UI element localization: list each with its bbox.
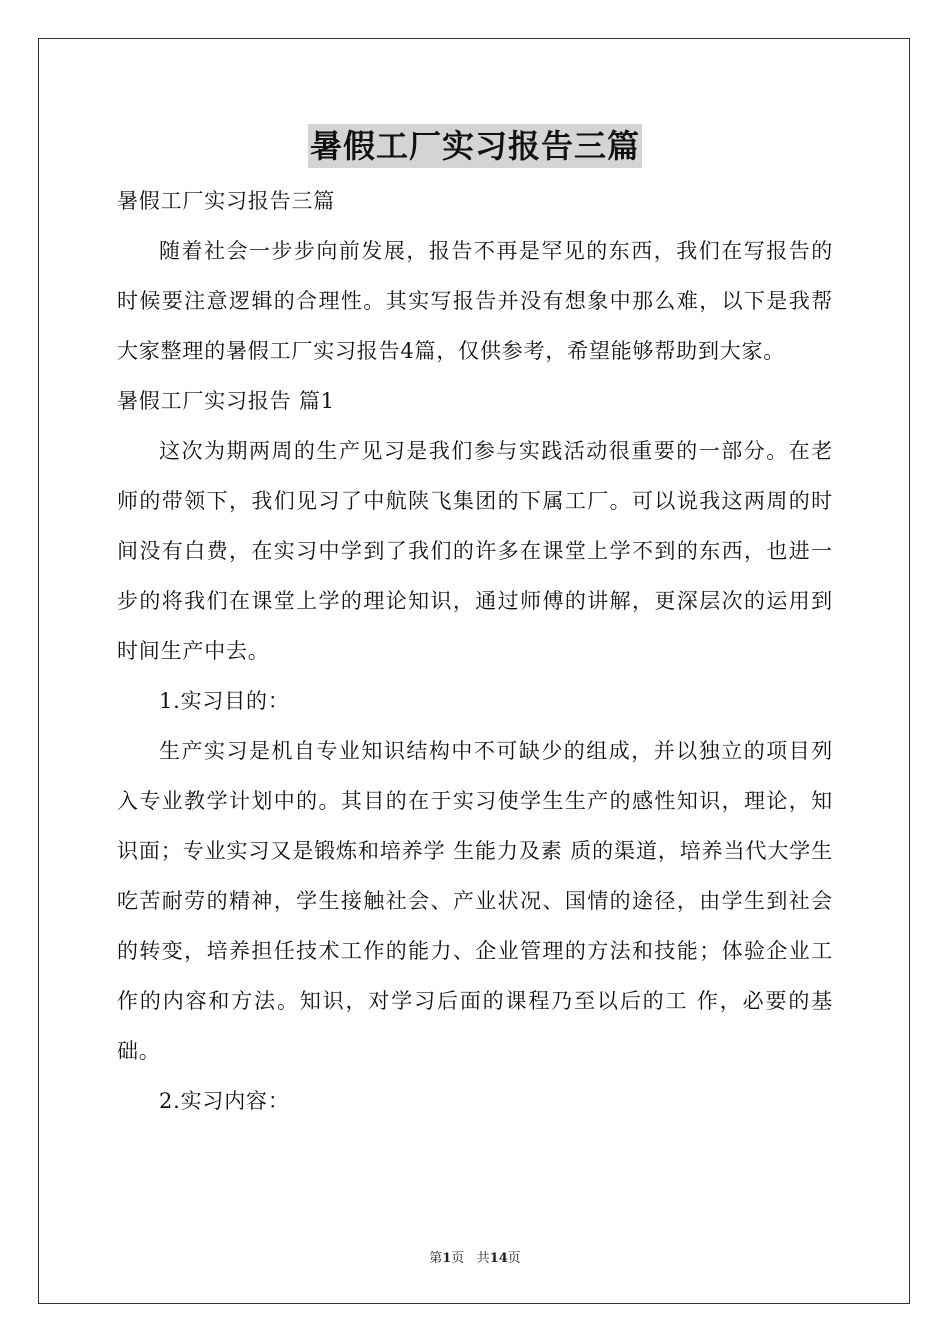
total-unit: 页 xyxy=(507,1251,521,1266)
page-number: 1 xyxy=(442,1251,452,1266)
page-prefix: 第 xyxy=(429,1251,443,1266)
section-paragraph: 这次为期两周的生产见习是我们参与实践活动很重要的一部分。在老师的带领下，我们见习了中航陕飞集团的下属工厂。可以说我这两周的时间没有白费，在实习中学到了我们的许多在课堂上学不到的东西，也进一步的将我们在课堂上学的理论知识，通过师傅的讲解，更深层次的运用到时间生产中去。 xyxy=(117,439,833,663)
document-body xyxy=(117,176,833,1126)
purpose-paragraph: 生产实习是机自专业知识结构中不可缺少的组成，并以独立的项目列入专业教学计划中的。其目的在于实习使学生生产的感性知识，理论，知识面；专业实习又是锻炼和培养学 生能力及素 质的渠道，培养当代大学生吃苦耐劳的精神，学生接触社会、产业状况、国情的途径，由学生到社会的转变，培养担任技术工作的能力、企业管理的方法和技能；体验企业工作的内容和方法。知识，对学习后面的课程乃至以后的工 作，必要的基础。 xyxy=(117,739,833,1063)
page-unit: 页 xyxy=(451,1251,465,1266)
section-heading: 暑假工厂实习报告 篇1 xyxy=(117,389,335,413)
item-heading-content: 2.实习内容： xyxy=(159,1089,290,1113)
total-prefix: 共 xyxy=(476,1251,490,1266)
page-total: 14 xyxy=(489,1251,508,1266)
document-title: 暑假工厂实习报告三篇 xyxy=(308,124,642,168)
item-heading-purpose: 1.实习目的： xyxy=(159,689,290,713)
title-container xyxy=(0,124,950,168)
intro-paragraph: 随着社会一步步向前发展，报告不再是罕见的东西，我们在写报告的时候要注意逻辑的合理性。其实写报告并没有想象中那么难，以下是我帮大家整理的暑假工厂实习报告4篇，仅供参考，希望能够帮助到大家。 xyxy=(117,239,833,363)
subtitle: 暑假工厂实习报告三篇 xyxy=(117,189,335,213)
page-footer xyxy=(0,1247,950,1266)
